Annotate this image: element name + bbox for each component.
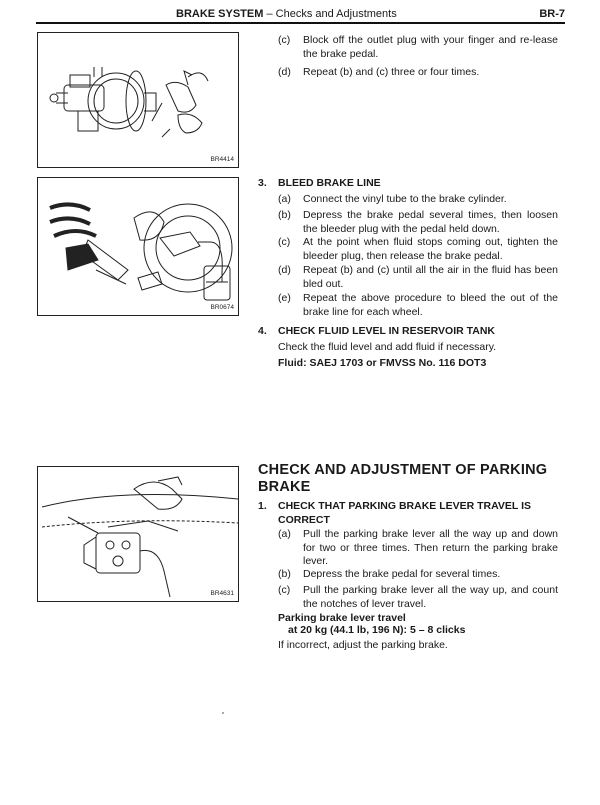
step-text: Depress the brake pedal several times, then loosen the bleeder plug with the pedal held down. bbox=[303, 209, 558, 235]
step-text: Pull the parking brake lever all the way up and down for two or three times. Then return the parking brake lever. bbox=[303, 528, 558, 568]
step-label: (b) bbox=[278, 209, 291, 221]
header-subtitle: – Checks and Adjustments bbox=[263, 8, 397, 20]
bleed-line-step-c bbox=[278, 236, 558, 263]
bleed-line-step-d bbox=[278, 264, 558, 291]
step-title: CHECK THAT PARKING BRAKE LEVER TRAVEL IS CORRECT bbox=[278, 500, 531, 526]
bleed-brake-line-illustration bbox=[38, 178, 238, 315]
parking-step-b bbox=[278, 568, 558, 582]
parking-step-c bbox=[278, 584, 558, 611]
step-text: Repeat the above procedure to bleed the out of the brake line for each wheel. bbox=[303, 292, 558, 318]
step-label: (b) bbox=[278, 568, 291, 580]
parking-incorrect-note: If incorrect, adjust the parking brake. bbox=[278, 639, 448, 651]
step-title: CHECK FLUID LEVEL IN RESERVOIR TANK bbox=[278, 325, 496, 337]
step-label: (d) bbox=[278, 66, 291, 78]
master-cylinder-illustration bbox=[38, 33, 238, 167]
bleed-master-step-c bbox=[278, 34, 558, 61]
parking-brake-illustration bbox=[38, 467, 238, 601]
step-text: Block off the outlet plug with your finger and re-lease the brake pedal. bbox=[303, 34, 558, 60]
figure-code: BR0674 bbox=[210, 303, 234, 311]
fluid-spec: Fluid: SAEJ 1703 or FMVSS No. 116 DOT3 bbox=[278, 357, 487, 369]
step-text: Repeat (b) and (c) until all the air in the fluid has been bled out. bbox=[303, 264, 558, 290]
parking-step-heading bbox=[258, 500, 558, 527]
figure-master-cylinder bbox=[37, 32, 239, 168]
figure-parking-brake bbox=[37, 466, 239, 602]
fluid-level-text: Check the fluid level and add fluid if necessary. bbox=[278, 341, 497, 353]
header-section: BRAKE SYSTEM bbox=[176, 8, 264, 20]
bleed-line-heading bbox=[258, 177, 558, 191]
figure-code: BR4414 bbox=[210, 155, 234, 163]
bleed-master-step-d bbox=[278, 66, 558, 80]
step-label: (c) bbox=[278, 34, 291, 46]
step-number: 3. bbox=[258, 177, 267, 189]
step-label: (d) bbox=[278, 264, 291, 276]
parking-step-a bbox=[278, 528, 558, 569]
parking-spec-line2: at 20 kg (44.1 lb, 196 N): 5 – 8 clicks bbox=[288, 624, 466, 636]
page-number: BR-7 bbox=[539, 8, 565, 20]
step-text: Repeat (b) and (c) three or four times. bbox=[303, 66, 480, 78]
step-label: (c) bbox=[278, 236, 291, 248]
parking-spec-line1: Parking brake lever travel bbox=[278, 612, 406, 624]
step-text: At the point when fluid stops coming out, tighten the bleeder plug, then release the brake pedal. bbox=[303, 236, 558, 262]
step-text: Connect the vinyl tube to the brake cylinder. bbox=[303, 193, 507, 205]
figure-code: BR4631 bbox=[210, 589, 234, 597]
step-text: Depress the brake pedal for several times. bbox=[303, 568, 501, 580]
fluid-level-heading bbox=[258, 325, 558, 339]
page-header bbox=[36, 2, 565, 24]
bleed-line-step-a bbox=[278, 193, 558, 207]
step-title: BLEED BRAKE LINE bbox=[278, 177, 381, 189]
parking-brake-section-heading: CHECK AND ADJUSTMENT OF PARKING BRAKE bbox=[258, 462, 548, 495]
bleed-line-step-e bbox=[278, 292, 558, 319]
step-number: 4. bbox=[258, 325, 267, 337]
step-label: (e) bbox=[278, 292, 291, 304]
header-title bbox=[176, 7, 397, 21]
step-label: (a) bbox=[278, 193, 291, 205]
figure-bleed-brake-line bbox=[37, 177, 239, 316]
bleed-line-step-b bbox=[278, 209, 558, 236]
step-number: 1. bbox=[258, 500, 267, 512]
step-text: Pull the parking brake lever all the way up, and count the notches of lever travel. bbox=[303, 584, 558, 610]
scan-speck bbox=[222, 712, 224, 714]
step-label: (c) bbox=[278, 584, 291, 596]
step-label: (a) bbox=[278, 528, 291, 540]
